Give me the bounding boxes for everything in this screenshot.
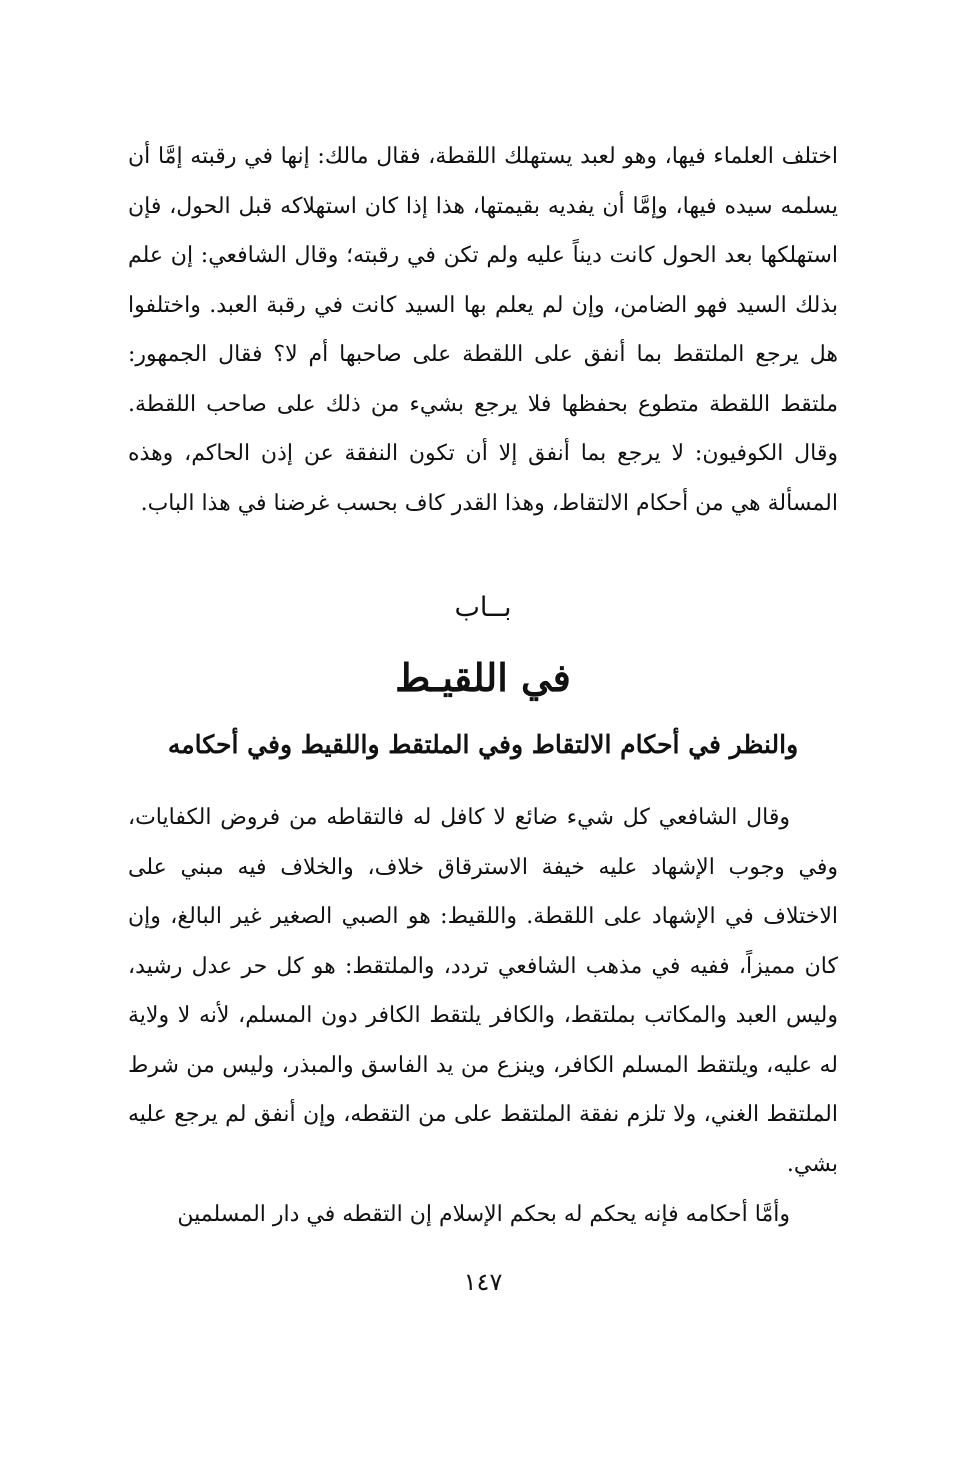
paragraph-foundling-definition: وقال الشافعي كل شيء ضائع لا كافل له فالتقاطه من فروض الكفايات، وفي وجوب الإشهاد عليه خيفة الاسترقاق خلاف، والخلاف فيه مبني على الاختلاف في الإشهاد على اللقطة. واللقيط: هو الصبي الصغير غير البالغ، وإن كان مميزاً، ففيه في مذهب الشافعي تردد، والملتقط: هو كل حر عدل رشيد، وليس العبد والمكاتب بملتقط، والكافر يلتقط الكافر دون المسلم، لأنه لا ولاية له عليه، ويلتقط المسلم الكافر، وينزع من يد الفاسق والمبذر، وليس من شرط الملتقط الغني، ولا تلزم نفقة الملتقط على من التقطه، وإن أنفق لم يرجع عليه بشي. <box>128 805 838 1177</box>
page-number: ١٤٧ <box>463 1268 503 1296</box>
paragraph-foundling-rulings: وأمَّا أحكامه فإنه يحكم له بحكم الإسلام إن التقطه في دار المسلمين <box>177 1202 790 1227</box>
paragraph-lost-property-ruling: اختلف العلماء فيها، وهو لعبد يستهلك اللقطة، فقال مالك: إنها في رقبته إمَّا أن يسلمه سيده فيها، وإمَّا أن يفديه بقيمتها، هذا إذا كان استهلاكه قبل الحول، فإن استهلكها بعد الحول كانت ديناً عليه ولم تكن في رقبته؛ وقال الشافعي: إن علم بذلك السيد فهو الضامن، وإن لم يعلم بها السيد كانت في رقبة العبد. واختلفوا هل يرجع الملتقط بما أنفق على اللقطة على صاحبها أم لا؟ فقال الجمهور: ملتقط اللقطة متطوع بحفظها فلا يرجع بشيء من ذلك على صاحب اللقطة. وقال الكوفيون: لا يرجع بما أنفق إلا أن تكون النفقة عن إذن الحاكم، وهذه المسألة هي من أحكام الالتقاط، وهذا القدر كاف بحسب غرضنا في هذا الباب. <box>128 144 839 516</box>
chapter-title: في اللقيـط <box>395 655 571 700</box>
chapter-subtitle: والنظر في أحكام الالتقاط وفي الملتقط واللقيط وفي أحكامه <box>167 730 799 759</box>
chapter-label: بــاب <box>454 592 512 623</box>
